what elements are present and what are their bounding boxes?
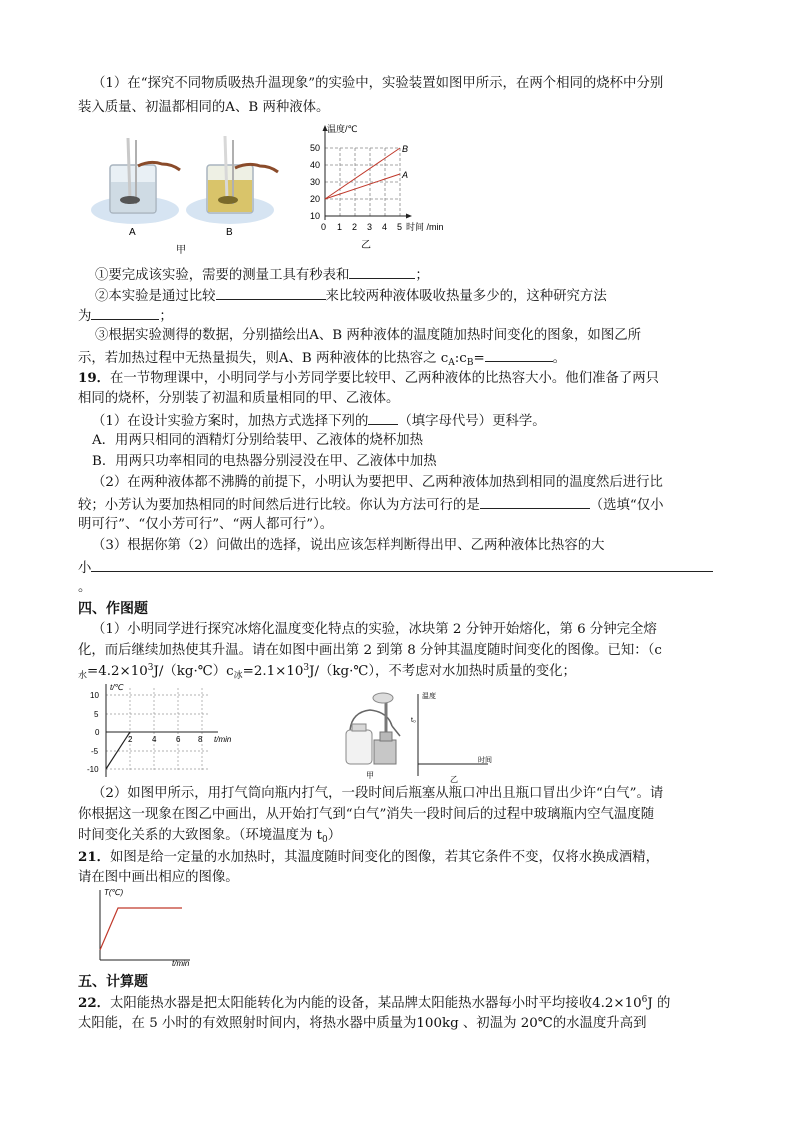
water-graph-ylabel: T(℃) bbox=[104, 888, 124, 897]
q19-part2-line1: （2）在两种液体都不沸腾的前提下，小明认为要把甲、乙两种液体加热到相同的温度然后进行比 bbox=[92, 475, 663, 490]
q18-sub3-cb: B bbox=[466, 358, 474, 368]
q18-sub3-line2 bbox=[78, 347, 566, 370]
q19-option-b: B．用两只功率相同的电热器分别浸没在甲、乙液体中加热 bbox=[92, 454, 437, 469]
graph-ytick-30: 30 bbox=[310, 177, 321, 187]
q19-part2-c: （选填“仅小 bbox=[589, 498, 664, 513]
ice-melting-graph bbox=[78, 682, 248, 782]
ice-xtick-6: 6 bbox=[176, 735, 181, 744]
pump-graph-xlabel: 时间 bbox=[478, 757, 492, 764]
sec4-p2-line2: 你根据这一现象在图乙中画出，从开始打气到“白气”消失一段时间后的过程中玻璃瓶内空气温度随 bbox=[78, 807, 655, 822]
sec4-c-ice: 冰 bbox=[233, 671, 243, 681]
graph-line-b-label: B bbox=[402, 144, 409, 154]
sec4-sup1: 3 bbox=[147, 663, 154, 673]
q18-sub1-end: ； bbox=[415, 268, 429, 283]
q19-part2-blank[interactable] bbox=[480, 494, 590, 509]
pump-bottle-figure bbox=[338, 690, 498, 790]
q19-option-a: A．用两只相同的酒精灯分别给装甲、乙液体的烧杯加热 bbox=[92, 433, 424, 448]
q19-part1-a: （1）在设计实验方案时，加热方式选择下列的 bbox=[92, 414, 369, 429]
q21-text1: 如图是给一定量的水加热时，其温度随时间变化的图像，若其它条件不变，仅将水换成酒精， bbox=[110, 850, 660, 865]
pump-graph-ylabel: 温度 bbox=[422, 693, 436, 700]
sec4-c-water-val: =4.2×10 bbox=[87, 664, 148, 679]
q18-sub3-end: 。 bbox=[552, 351, 567, 366]
q22-text1: 太阳能热水器是把太阳能转化为内能的设备，某品牌太阳能热水器每小时平均接收4.2×10 bbox=[110, 996, 642, 1011]
q18-sub1-blank[interactable] bbox=[349, 264, 415, 279]
beaker-a-label: A bbox=[129, 227, 136, 238]
beaker-a bbox=[91, 138, 180, 238]
q19-part1-blank[interactable] bbox=[368, 410, 398, 425]
section5-title: 五、计算题 bbox=[78, 974, 148, 990]
graph-xtick-5: 5 bbox=[397, 222, 403, 232]
q18-sub3-eq: = bbox=[473, 351, 485, 366]
pump-yi-label: 乙 bbox=[450, 775, 458, 784]
water-heating-graph bbox=[86, 886, 196, 966]
q18-sub3-colon: :c bbox=[454, 351, 467, 366]
q19-line1 bbox=[78, 368, 659, 389]
ice-ytick-neg5: -5 bbox=[91, 747, 99, 756]
q22-number: 22． bbox=[78, 995, 111, 1011]
q18-sub3-b: 示，若加热过程中无热量损失，则A、B 两种液体的比热容之 c bbox=[78, 351, 449, 366]
q19-part1-b: （填字母代号）更科学。 bbox=[398, 414, 546, 429]
q18-sub2-text: ②本实验是通过比较 bbox=[95, 289, 216, 304]
q22-line1 bbox=[78, 993, 670, 1015]
ice-graph-ylabel: t/℃ bbox=[110, 683, 124, 692]
pump-jia-label: 甲 bbox=[366, 771, 374, 780]
sec4-c-water: 水 bbox=[78, 671, 88, 681]
q19-part3-line2 bbox=[78, 557, 713, 579]
ice-xtick-4: 4 bbox=[152, 735, 157, 744]
figure-yi-label: 乙 bbox=[361, 240, 371, 251]
temperature-graph bbox=[305, 120, 465, 255]
sec4-p1-line3 bbox=[78, 662, 576, 683]
q18-intro-line1: （1）在“探究不同物质吸热升温现象”的实验中，实验装置如图甲所示，在两个相同的烧杯中分别 bbox=[92, 76, 664, 91]
q19-part1 bbox=[92, 410, 546, 432]
ice-ytick-5: 5 bbox=[94, 710, 99, 719]
water-graph-xlabel: t/min bbox=[172, 959, 190, 966]
graph-xtick-0: 0 bbox=[321, 222, 327, 232]
q19-part3-blank[interactable] bbox=[91, 557, 713, 572]
q22-sup: 6 bbox=[641, 995, 648, 1005]
sec4-p1-line1: （1）小明同学进行探究冰熔化温度变化特点的实验，冰块第 2 分钟开始熔化，第 6 分钟完全熔 bbox=[92, 622, 657, 637]
graph-line-a-label: A bbox=[402, 170, 409, 180]
q18-sub2-blank2[interactable] bbox=[91, 305, 159, 320]
q18-sub1 bbox=[95, 264, 429, 286]
graph-ytick-10: 10 bbox=[310, 211, 321, 221]
q19-part2-b: 较；小芳认为要加热相同的时间然后进行比较。你认为方法可行的是 bbox=[78, 498, 480, 513]
graph-xtick-4: 4 bbox=[382, 222, 388, 232]
sec4-unit1: J/（kg·℃）c bbox=[153, 664, 234, 679]
q18-sub2-mid: 来比较两种液体吸收热量多少的，这种研究方法 bbox=[325, 289, 607, 304]
q19-part2-line2 bbox=[78, 494, 664, 516]
bottle-pump-illustration bbox=[346, 693, 400, 780]
sec4-p2-c: 时间变化关系的大致图象。（环境温度为 t bbox=[78, 828, 322, 843]
q22-text1b: J 的 bbox=[647, 996, 671, 1011]
beaker-figure bbox=[90, 130, 305, 260]
q19-part2-line3: 明可行”、“仅小芳可行”、“两人都可行”）。 bbox=[78, 517, 334, 532]
q18-sub1-text: ①要完成该实验，需要的测量工具有秒表和 bbox=[95, 268, 350, 283]
q19-text1: 在一节物理课中，小明同学与小芳同学要比较甲、乙两种液体的比热容大小。他们准备了两只 bbox=[110, 371, 660, 386]
q18-sub3-line1: ③根据实验测得的数据，分别描绘出A、B 两种液体的温度随加热时间变化的图象，如图乙所 bbox=[95, 328, 641, 343]
ice-graph-xlabel: t/min bbox=[214, 735, 232, 744]
sec4-p2-line3 bbox=[78, 826, 341, 847]
q18-sub3-blank[interactable] bbox=[485, 347, 553, 362]
ice-ytick-neg10: -10 bbox=[87, 765, 99, 774]
graph-xtick-3: 3 bbox=[367, 222, 373, 232]
q18-sub2 bbox=[95, 285, 607, 307]
graph-xtick-1: 1 bbox=[337, 222, 343, 232]
sec4-p2-sub0: 0 bbox=[321, 835, 328, 845]
q18-sub2-blank1[interactable] bbox=[216, 285, 326, 300]
sec4-p2-line1: （2）如图甲所示，用打气筒向瓶内打气，一段时间后瓶塞从瓶口冲出且瓶口冒出少许“白气”。请 bbox=[92, 786, 664, 801]
graph-ytick-20: 20 bbox=[310, 194, 321, 204]
sec4-p2-end: ） bbox=[327, 828, 342, 843]
q18-sub2-cont bbox=[78, 305, 173, 327]
beaker-b bbox=[186, 136, 278, 238]
ice-ytick-10: 10 bbox=[90, 691, 99, 700]
graph-xtick-2: 2 bbox=[352, 222, 358, 232]
sec4-c-ice-val: =2.1×10 bbox=[242, 664, 304, 679]
sec4-unit2: J/（kg·℃），不考虑对水加热时质量的变化； bbox=[309, 664, 576, 679]
sec4-sup2: 3 bbox=[303, 663, 310, 673]
graph-ytick-40: 40 bbox=[310, 160, 321, 170]
q21-line2: 请在图中画出相应的图像。 bbox=[78, 870, 239, 885]
q18-sub2-end: ； bbox=[159, 309, 173, 324]
graph-ylabel: 温度/℃ bbox=[327, 124, 358, 134]
q18-sub2-b: 为 bbox=[78, 309, 92, 324]
beaker-b-label: B bbox=[226, 227, 233, 238]
q19-number: 19． bbox=[78, 370, 111, 386]
pump-graph-t0: t₀ bbox=[411, 717, 416, 724]
q19-part3-b: 小 bbox=[78, 561, 92, 576]
q21-line1 bbox=[78, 847, 659, 868]
q19-part3-end: 。 bbox=[78, 580, 92, 595]
graph-xlabel: 时间 /min bbox=[406, 222, 444, 232]
q18-sub3-ca: A bbox=[448, 358, 455, 368]
section4-title: 四、作图题 bbox=[78, 601, 148, 617]
sec4-p1-line2: 化，而后继续加热使其升温。请在如图中画出第 2 到第 8 分钟其温度随时间变化的图像。已知：（c bbox=[78, 643, 662, 658]
q19-line2: 相同的烧杯，分别装了初温和质量相同的甲、乙液体。 bbox=[78, 391, 400, 406]
q22-line2: 太阳能，在 5 小时的有效照射时间内，将热水器中质量为100kg 、初温为 20℃的水温度升高到 bbox=[78, 1016, 647, 1031]
figure-jia-label: 甲 bbox=[176, 245, 186, 256]
ice-xtick-2: 2 bbox=[128, 735, 133, 744]
q19-part3-line1: （3）根据你第（2）问做出的选择，说出应该怎样判断得出甲、乙两种液体比热容的大 bbox=[92, 538, 605, 553]
q21-number: 21． bbox=[78, 849, 111, 865]
graph-ytick-50: 50 bbox=[310, 143, 321, 153]
ice-xtick-8: 8 bbox=[198, 735, 203, 744]
q18-intro-line2: 装入质量、初温都相同的A、B 两种液体。 bbox=[78, 100, 330, 115]
ice-ytick-0: 0 bbox=[95, 728, 100, 737]
